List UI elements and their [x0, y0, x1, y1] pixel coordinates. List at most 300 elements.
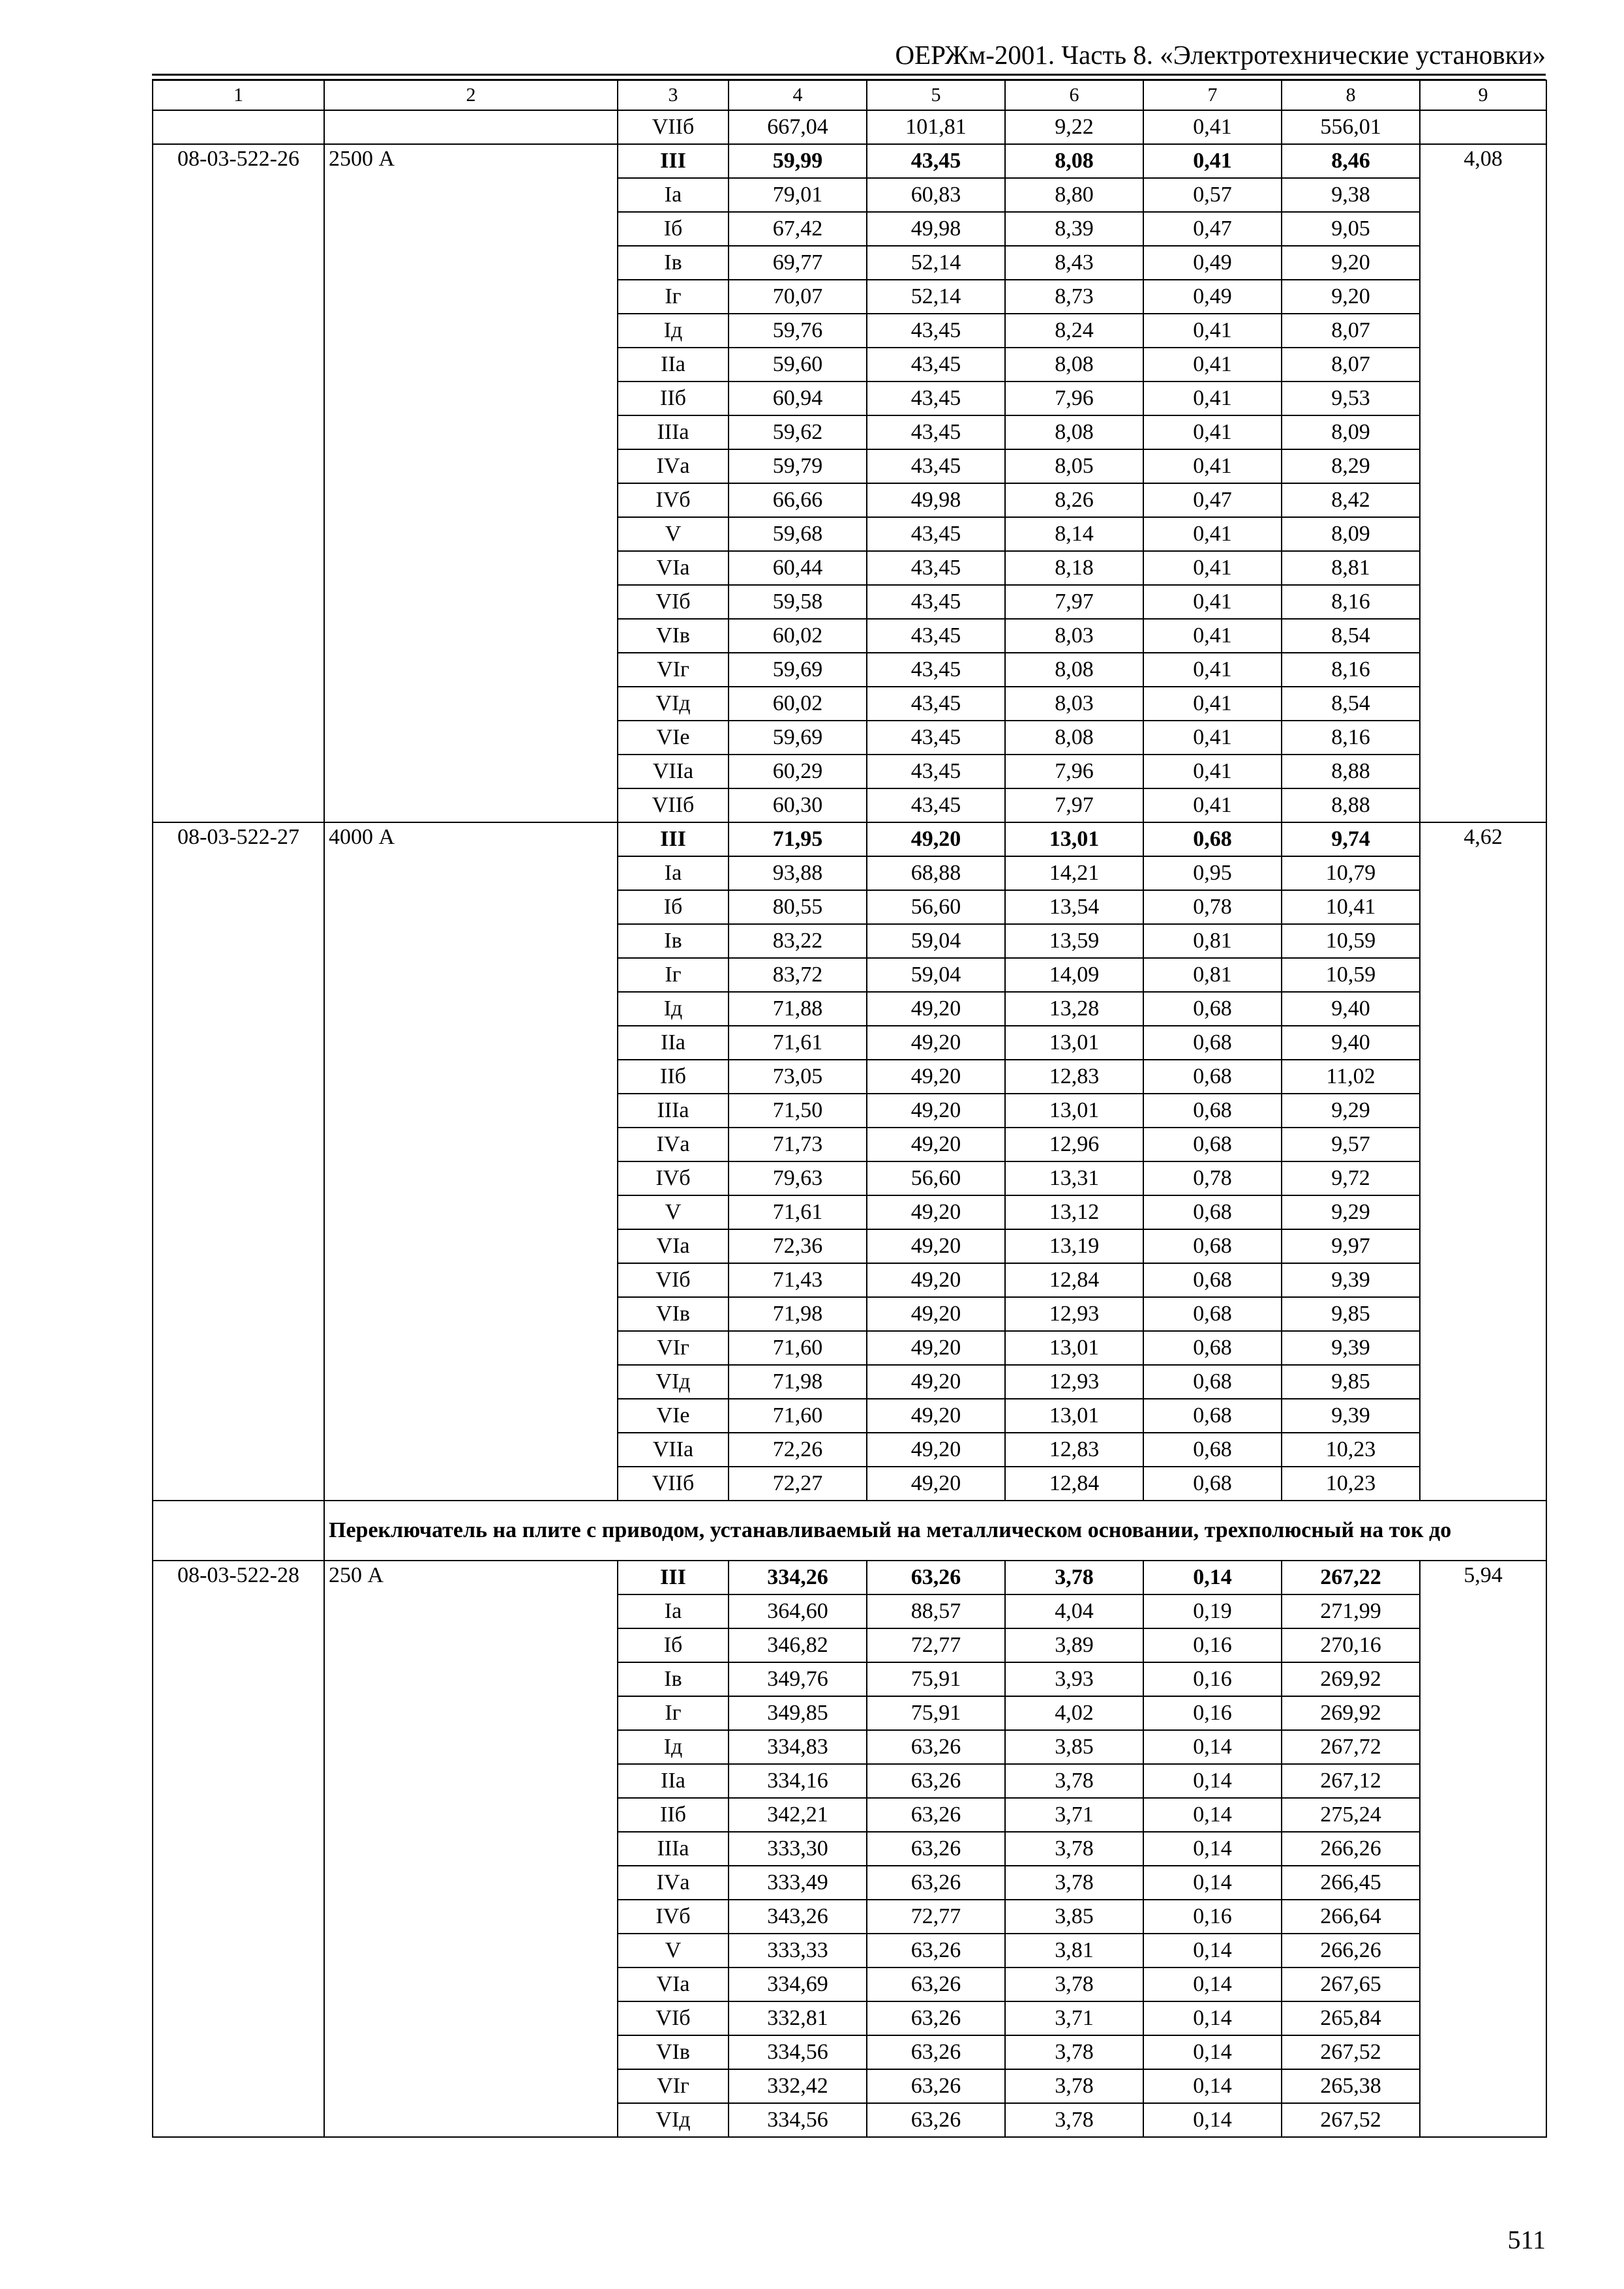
value-cell: 333,49 — [729, 1866, 867, 1900]
value-cell: 12,83 — [1005, 1433, 1143, 1467]
value-cell: 10,79 — [1282, 856, 1420, 890]
value-cell: 8,54 — [1282, 687, 1420, 721]
value-cell: 9,39 — [1282, 1331, 1420, 1365]
value-cell: 269,92 — [1282, 1662, 1420, 1696]
value-cell: 9,40 — [1282, 1026, 1420, 1060]
value-cell: 9,22 — [1005, 110, 1143, 144]
value-cell: 71,50 — [729, 1094, 867, 1128]
value-cell: 4,02 — [1005, 1696, 1143, 1730]
value-cell: 72,36 — [729, 1229, 867, 1263]
value-cell: 59,60 — [729, 348, 867, 382]
value-cell: 0,47 — [1143, 483, 1282, 517]
value-cell: 79,01 — [729, 178, 867, 212]
value-cell: 60,83 — [867, 178, 1005, 212]
value-cell: 0,81 — [1143, 958, 1282, 992]
mode-cell: VIб — [618, 1263, 729, 1297]
value-cell: 59,69 — [729, 653, 867, 687]
value-cell: 267,12 — [1282, 1764, 1420, 1798]
value-cell: 9,57 — [1282, 1128, 1420, 1161]
value-cell: 49,20 — [867, 1331, 1005, 1365]
value-cell: 8,88 — [1282, 788, 1420, 822]
name-cell: 4000 А — [324, 822, 618, 1501]
value-cell: 59,58 — [729, 585, 867, 619]
value-cell: 71,43 — [729, 1263, 867, 1297]
value-cell: 59,62 — [729, 415, 867, 449]
value-cell: 342,21 — [729, 1798, 867, 1832]
value-cell: 7,97 — [1005, 585, 1143, 619]
table-row — [153, 110, 1546, 144]
value-cell: 0,68 — [1143, 1399, 1282, 1433]
value-cell: 0,41 — [1143, 517, 1282, 551]
value-cell: 13,12 — [1005, 1195, 1143, 1229]
table-body — [153, 80, 1546, 2137]
value-cell: 8,46 — [1282, 144, 1420, 178]
value-cell: 75,91 — [867, 1662, 1005, 1696]
value-cell: 332,81 — [729, 2001, 867, 2035]
mode-cell: VIг — [618, 1331, 729, 1365]
value-cell: 3,78 — [1005, 1866, 1143, 1900]
value-cell: 334,56 — [729, 2103, 867, 2137]
value-cell: 8,08 — [1005, 348, 1143, 382]
value-cell: 3,85 — [1005, 1730, 1143, 1764]
value-cell: 60,02 — [729, 687, 867, 721]
value-cell: 3,78 — [1005, 1967, 1143, 2001]
mode-cell: III — [618, 144, 729, 178]
value-cell: 0,68 — [1143, 1026, 1282, 1060]
value-cell: 0,41 — [1143, 687, 1282, 721]
column-number-row — [153, 80, 1546, 110]
value-cell: 334,16 — [729, 1764, 867, 1798]
value-cell: 63,26 — [867, 1866, 1005, 1900]
value-cell: 49,20 — [867, 1195, 1005, 1229]
value-cell: 10,59 — [1282, 958, 1420, 992]
value-cell: 60,29 — [729, 755, 867, 788]
value-cell: 49,20 — [867, 822, 1005, 856]
table-row — [153, 822, 1546, 856]
value-cell: 667,04 — [729, 110, 867, 144]
value-cell: 334,26 — [729, 1561, 867, 1594]
value-cell: 3,81 — [1005, 1934, 1143, 1967]
column-number: 5 — [867, 80, 1005, 110]
value-cell: 8,88 — [1282, 755, 1420, 788]
value-cell: 72,77 — [867, 1900, 1005, 1934]
name-cell: 250 А — [324, 1561, 618, 2137]
value-cell: 333,33 — [729, 1934, 867, 1967]
mode-cell: IVб — [618, 1900, 729, 1934]
value-cell: 0,78 — [1143, 890, 1282, 924]
value-cell: 60,30 — [729, 788, 867, 822]
value-cell: 0,16 — [1143, 1696, 1282, 1730]
mode-cell: IIб — [618, 1060, 729, 1094]
value-cell: 8,14 — [1005, 517, 1143, 551]
value-cell: 9,74 — [1282, 822, 1420, 856]
value-cell: 13,19 — [1005, 1229, 1143, 1263]
value-cell: 0,41 — [1143, 415, 1282, 449]
value-cell: 0,41 — [1143, 788, 1282, 822]
value-cell: 12,83 — [1005, 1060, 1143, 1094]
value-cell: 63,26 — [867, 1967, 1005, 2001]
value-cell: 0,68 — [1143, 992, 1282, 1026]
page-header: ОЕРЖм-2001. Часть 8. «Электротехнические установки» — [895, 40, 1546, 70]
col9-cell: 4,08 — [1420, 144, 1546, 822]
mode-cell: Iд — [618, 992, 729, 1026]
code-cell: 08-03-522-28 — [153, 1561, 324, 2137]
col9-cell — [1420, 110, 1546, 144]
value-cell: 0,47 — [1143, 212, 1282, 246]
value-cell: 0,41 — [1143, 585, 1282, 619]
value-cell: 49,98 — [867, 212, 1005, 246]
mode-cell: Iв — [618, 1662, 729, 1696]
value-cell: 3,78 — [1005, 2069, 1143, 2103]
mode-cell: IVа — [618, 449, 729, 483]
mode-cell: VIв — [618, 1297, 729, 1331]
mode-cell: Iб — [618, 212, 729, 246]
col9-cell: 4,62 — [1420, 822, 1546, 1501]
value-cell: 0,68 — [1143, 1297, 1282, 1331]
value-cell: 0,14 — [1143, 1934, 1282, 1967]
value-cell: 49,20 — [867, 1297, 1005, 1331]
value-cell: 93,88 — [729, 856, 867, 890]
name-cell: 2500 А — [324, 144, 618, 822]
value-cell: 8,54 — [1282, 619, 1420, 653]
mode-cell: IVб — [618, 1161, 729, 1195]
value-cell: 43,45 — [867, 314, 1005, 348]
value-cell: 8,16 — [1282, 653, 1420, 687]
value-cell: 7,97 — [1005, 788, 1143, 822]
mode-cell: IIIа — [618, 1094, 729, 1128]
value-cell: 43,45 — [867, 551, 1005, 585]
value-cell: 10,23 — [1282, 1433, 1420, 1467]
value-cell: 0,14 — [1143, 1798, 1282, 1832]
value-cell: 8,24 — [1005, 314, 1143, 348]
value-cell: 9,20 — [1282, 280, 1420, 314]
value-cell: 0,68 — [1143, 1467, 1282, 1501]
value-cell: 0,78 — [1143, 1161, 1282, 1195]
mode-cell: VIд — [618, 687, 729, 721]
column-number: 9 — [1420, 80, 1546, 110]
value-cell: 8,16 — [1282, 721, 1420, 755]
mode-cell: Iб — [618, 1628, 729, 1662]
value-cell: 0,41 — [1143, 619, 1282, 653]
value-cell: 12,84 — [1005, 1263, 1143, 1297]
value-cell: 43,45 — [867, 585, 1005, 619]
value-cell: 265,38 — [1282, 2069, 1420, 2103]
value-cell: 56,60 — [867, 890, 1005, 924]
value-cell: 88,57 — [867, 1594, 1005, 1628]
mode-cell: III — [618, 822, 729, 856]
value-cell: 9,40 — [1282, 992, 1420, 1026]
value-cell: 266,26 — [1282, 1934, 1420, 1967]
value-cell: 8,29 — [1282, 449, 1420, 483]
value-cell: 0,14 — [1143, 1561, 1282, 1594]
value-cell: 12,93 — [1005, 1365, 1143, 1399]
code-cell — [153, 110, 324, 144]
value-cell: 0,41 — [1143, 144, 1282, 178]
value-cell: 9,85 — [1282, 1365, 1420, 1399]
value-cell: 60,44 — [729, 551, 867, 585]
value-cell: 59,68 — [729, 517, 867, 551]
value-cell: 266,64 — [1282, 1900, 1420, 1934]
value-cell: 83,72 — [729, 958, 867, 992]
value-cell: 7,96 — [1005, 382, 1143, 415]
column-number: 6 — [1005, 80, 1143, 110]
mode-cell: VIIб — [618, 110, 729, 144]
value-cell: 63,26 — [867, 2035, 1005, 2069]
section-row — [153, 1501, 1546, 1561]
value-cell: 69,77 — [729, 246, 867, 280]
value-cell: 343,26 — [729, 1900, 867, 1934]
value-cell: 0,14 — [1143, 2001, 1282, 2035]
value-cell: 271,99 — [1282, 1594, 1420, 1628]
value-cell: 49,20 — [867, 992, 1005, 1026]
value-cell: 275,24 — [1282, 1798, 1420, 1832]
value-cell: 0,68 — [1143, 1060, 1282, 1094]
mode-cell: VIе — [618, 721, 729, 755]
value-cell: 71,95 — [729, 822, 867, 856]
mode-cell: VIд — [618, 1365, 729, 1399]
column-number: 8 — [1282, 80, 1420, 110]
value-cell: 3,78 — [1005, 2035, 1143, 2069]
value-cell: 269,92 — [1282, 1696, 1420, 1730]
value-cell: 13,28 — [1005, 992, 1143, 1026]
value-cell: 332,42 — [729, 2069, 867, 2103]
value-cell: 83,22 — [729, 924, 867, 958]
value-cell: 0,41 — [1143, 653, 1282, 687]
value-cell: 12,96 — [1005, 1128, 1143, 1161]
value-cell: 556,01 — [1282, 110, 1420, 144]
value-cell: 43,45 — [867, 653, 1005, 687]
value-cell: 43,45 — [867, 144, 1005, 178]
column-number: 1 — [153, 80, 324, 110]
value-cell: 12,93 — [1005, 1297, 1143, 1331]
value-cell: 267,52 — [1282, 2035, 1420, 2069]
value-cell: 9,39 — [1282, 1263, 1420, 1297]
column-number: 3 — [618, 80, 729, 110]
value-cell: 43,45 — [867, 449, 1005, 483]
value-cell: 72,77 — [867, 1628, 1005, 1662]
mode-cell: VIIа — [618, 1433, 729, 1467]
value-cell: 4,04 — [1005, 1594, 1143, 1628]
value-cell: 73,05 — [729, 1060, 867, 1094]
value-cell: 9,29 — [1282, 1195, 1420, 1229]
code-cell: 08-03-522-27 — [153, 822, 324, 1501]
value-cell: 60,94 — [729, 382, 867, 415]
value-cell: 0,41 — [1143, 348, 1282, 382]
mode-cell: Iг — [618, 1696, 729, 1730]
mode-cell: IIа — [618, 1764, 729, 1798]
value-cell: 70,07 — [729, 280, 867, 314]
value-cell: 0,19 — [1143, 1594, 1282, 1628]
norms-table — [152, 80, 1547, 2138]
value-cell: 13,01 — [1005, 822, 1143, 856]
value-cell: 8,09 — [1282, 517, 1420, 551]
value-cell: 52,14 — [867, 280, 1005, 314]
value-cell: 13,01 — [1005, 1399, 1143, 1433]
value-cell: 13,31 — [1005, 1161, 1143, 1195]
value-cell: 0,68 — [1143, 822, 1282, 856]
value-cell: 8,43 — [1005, 246, 1143, 280]
value-cell: 9,20 — [1282, 246, 1420, 280]
value-cell: 43,45 — [867, 788, 1005, 822]
value-cell: 3,89 — [1005, 1628, 1143, 1662]
value-cell: 43,45 — [867, 721, 1005, 755]
value-cell: 67,42 — [729, 212, 867, 246]
value-cell: 10,23 — [1282, 1467, 1420, 1501]
value-cell: 8,08 — [1005, 415, 1143, 449]
column-number: 4 — [729, 80, 867, 110]
value-cell: 334,56 — [729, 2035, 867, 2069]
mode-cell: Iа — [618, 856, 729, 890]
value-cell: 3,78 — [1005, 1832, 1143, 1866]
value-cell: 59,79 — [729, 449, 867, 483]
mode-cell: Iв — [618, 924, 729, 958]
value-cell: 0,68 — [1143, 1331, 1282, 1365]
value-cell: 43,45 — [867, 755, 1005, 788]
value-cell: 0,14 — [1143, 1832, 1282, 1866]
value-cell: 0,14 — [1143, 2069, 1282, 2103]
table-row — [153, 144, 1546, 178]
value-cell: 0,68 — [1143, 1195, 1282, 1229]
mode-cell: V — [618, 1934, 729, 1967]
mode-cell: VIа — [618, 1967, 729, 2001]
value-cell: 3,93 — [1005, 1662, 1143, 1696]
page-number: 511 — [1507, 2225, 1546, 2254]
value-cell: 13,01 — [1005, 1026, 1143, 1060]
value-cell: 8,39 — [1005, 212, 1143, 246]
value-cell: 43,45 — [867, 517, 1005, 551]
value-cell: 9,38 — [1282, 178, 1420, 212]
value-cell: 71,60 — [729, 1331, 867, 1365]
value-cell: 49,20 — [867, 1399, 1005, 1433]
value-cell: 349,85 — [729, 1696, 867, 1730]
mode-cell: IIб — [618, 1798, 729, 1832]
value-cell: 72,27 — [729, 1467, 867, 1501]
value-cell: 43,45 — [867, 348, 1005, 382]
value-cell: 49,20 — [867, 1128, 1005, 1161]
mode-cell: Iд — [618, 1730, 729, 1764]
mode-cell: Iв — [618, 246, 729, 280]
value-cell: 270,16 — [1282, 1628, 1420, 1662]
name-cell — [324, 110, 618, 144]
mode-cell: Iд — [618, 314, 729, 348]
mode-cell: VIг — [618, 653, 729, 687]
value-cell: 8,07 — [1282, 314, 1420, 348]
mode-cell: VIIб — [618, 788, 729, 822]
value-cell: 49,20 — [867, 1060, 1005, 1094]
value-cell: 0,49 — [1143, 246, 1282, 280]
value-cell: 68,88 — [867, 856, 1005, 890]
value-cell: 0,14 — [1143, 1764, 1282, 1798]
value-cell: 59,04 — [867, 924, 1005, 958]
value-cell: 9,29 — [1282, 1094, 1420, 1128]
value-cell: 0,68 — [1143, 1263, 1282, 1297]
value-cell: 8,03 — [1005, 687, 1143, 721]
value-cell: 49,20 — [867, 1263, 1005, 1297]
value-cell: 0,68 — [1143, 1094, 1282, 1128]
value-cell: 63,26 — [867, 1934, 1005, 1967]
mode-cell: IVб — [618, 483, 729, 517]
value-cell: 49,20 — [867, 1365, 1005, 1399]
value-cell: 349,76 — [729, 1662, 867, 1696]
value-cell: 14,09 — [1005, 958, 1143, 992]
section-title: Переключатель на плите с приводом, устанавливаемый на металлическом основании, трехполюсный на ток до — [324, 1501, 1546, 1561]
value-cell: 0,14 — [1143, 1967, 1282, 2001]
value-cell: 52,14 — [867, 246, 1005, 280]
value-cell: 63,26 — [867, 2001, 1005, 2035]
value-cell: 59,69 — [729, 721, 867, 755]
value-cell: 59,04 — [867, 958, 1005, 992]
value-cell: 266,45 — [1282, 1866, 1420, 1900]
mode-cell: VIа — [618, 1229, 729, 1263]
value-cell: 71,98 — [729, 1365, 867, 1399]
value-cell: 3,78 — [1005, 1561, 1143, 1594]
mode-cell: Iг — [618, 280, 729, 314]
col9-cell: 5,94 — [1420, 1561, 1546, 2137]
value-cell: 59,76 — [729, 314, 867, 348]
value-cell: 364,60 — [729, 1594, 867, 1628]
value-cell: 0,14 — [1143, 1730, 1282, 1764]
value-cell: 3,85 — [1005, 1900, 1143, 1934]
mode-cell: VIб — [618, 2001, 729, 2035]
value-cell: 43,45 — [867, 382, 1005, 415]
mode-cell: Iб — [618, 890, 729, 924]
value-cell: 14,21 — [1005, 856, 1143, 890]
value-cell: 10,41 — [1282, 890, 1420, 924]
value-cell: 63,26 — [867, 1730, 1005, 1764]
value-cell: 8,08 — [1005, 721, 1143, 755]
value-cell: 8,18 — [1005, 551, 1143, 585]
mode-cell: Iа — [618, 1594, 729, 1628]
value-cell: 13,01 — [1005, 1094, 1143, 1128]
value-cell: 0,14 — [1143, 2103, 1282, 2137]
value-cell: 63,26 — [867, 1764, 1005, 1798]
column-number: 7 — [1143, 80, 1282, 110]
value-cell: 8,09 — [1282, 415, 1420, 449]
mode-cell: IVа — [618, 1866, 729, 1900]
value-cell: 80,55 — [729, 890, 867, 924]
value-cell: 334,69 — [729, 1967, 867, 2001]
value-cell: 265,84 — [1282, 2001, 1420, 2035]
value-cell: 8,16 — [1282, 585, 1420, 619]
value-cell: 8,05 — [1005, 449, 1143, 483]
value-cell: 0,41 — [1143, 755, 1282, 788]
table-row — [153, 1561, 1546, 1594]
mode-cell: IIIа — [618, 1832, 729, 1866]
value-cell: 49,20 — [867, 1229, 1005, 1263]
value-cell: 66,66 — [729, 483, 867, 517]
value-cell: 71,61 — [729, 1026, 867, 1060]
value-cell: 267,65 — [1282, 1967, 1420, 2001]
value-cell: 0,49 — [1143, 280, 1282, 314]
value-cell: 3,78 — [1005, 2103, 1143, 2137]
mode-cell: VIв — [618, 2035, 729, 2069]
value-cell: 12,84 — [1005, 1467, 1143, 1501]
value-cell: 71,88 — [729, 992, 867, 1026]
mode-cell: VIIа — [618, 755, 729, 788]
mode-cell: IIа — [618, 1026, 729, 1060]
value-cell: 43,45 — [867, 687, 1005, 721]
value-cell: 0,41 — [1143, 721, 1282, 755]
value-cell: 266,26 — [1282, 1832, 1420, 1866]
code-cell — [153, 1501, 324, 1561]
value-cell: 49,20 — [867, 1094, 1005, 1128]
value-cell: 9,97 — [1282, 1229, 1420, 1263]
value-cell: 72,26 — [729, 1433, 867, 1467]
value-cell: 8,42 — [1282, 483, 1420, 517]
value-cell: 10,59 — [1282, 924, 1420, 958]
value-cell: 8,73 — [1005, 280, 1143, 314]
value-cell: 71,73 — [729, 1128, 867, 1161]
